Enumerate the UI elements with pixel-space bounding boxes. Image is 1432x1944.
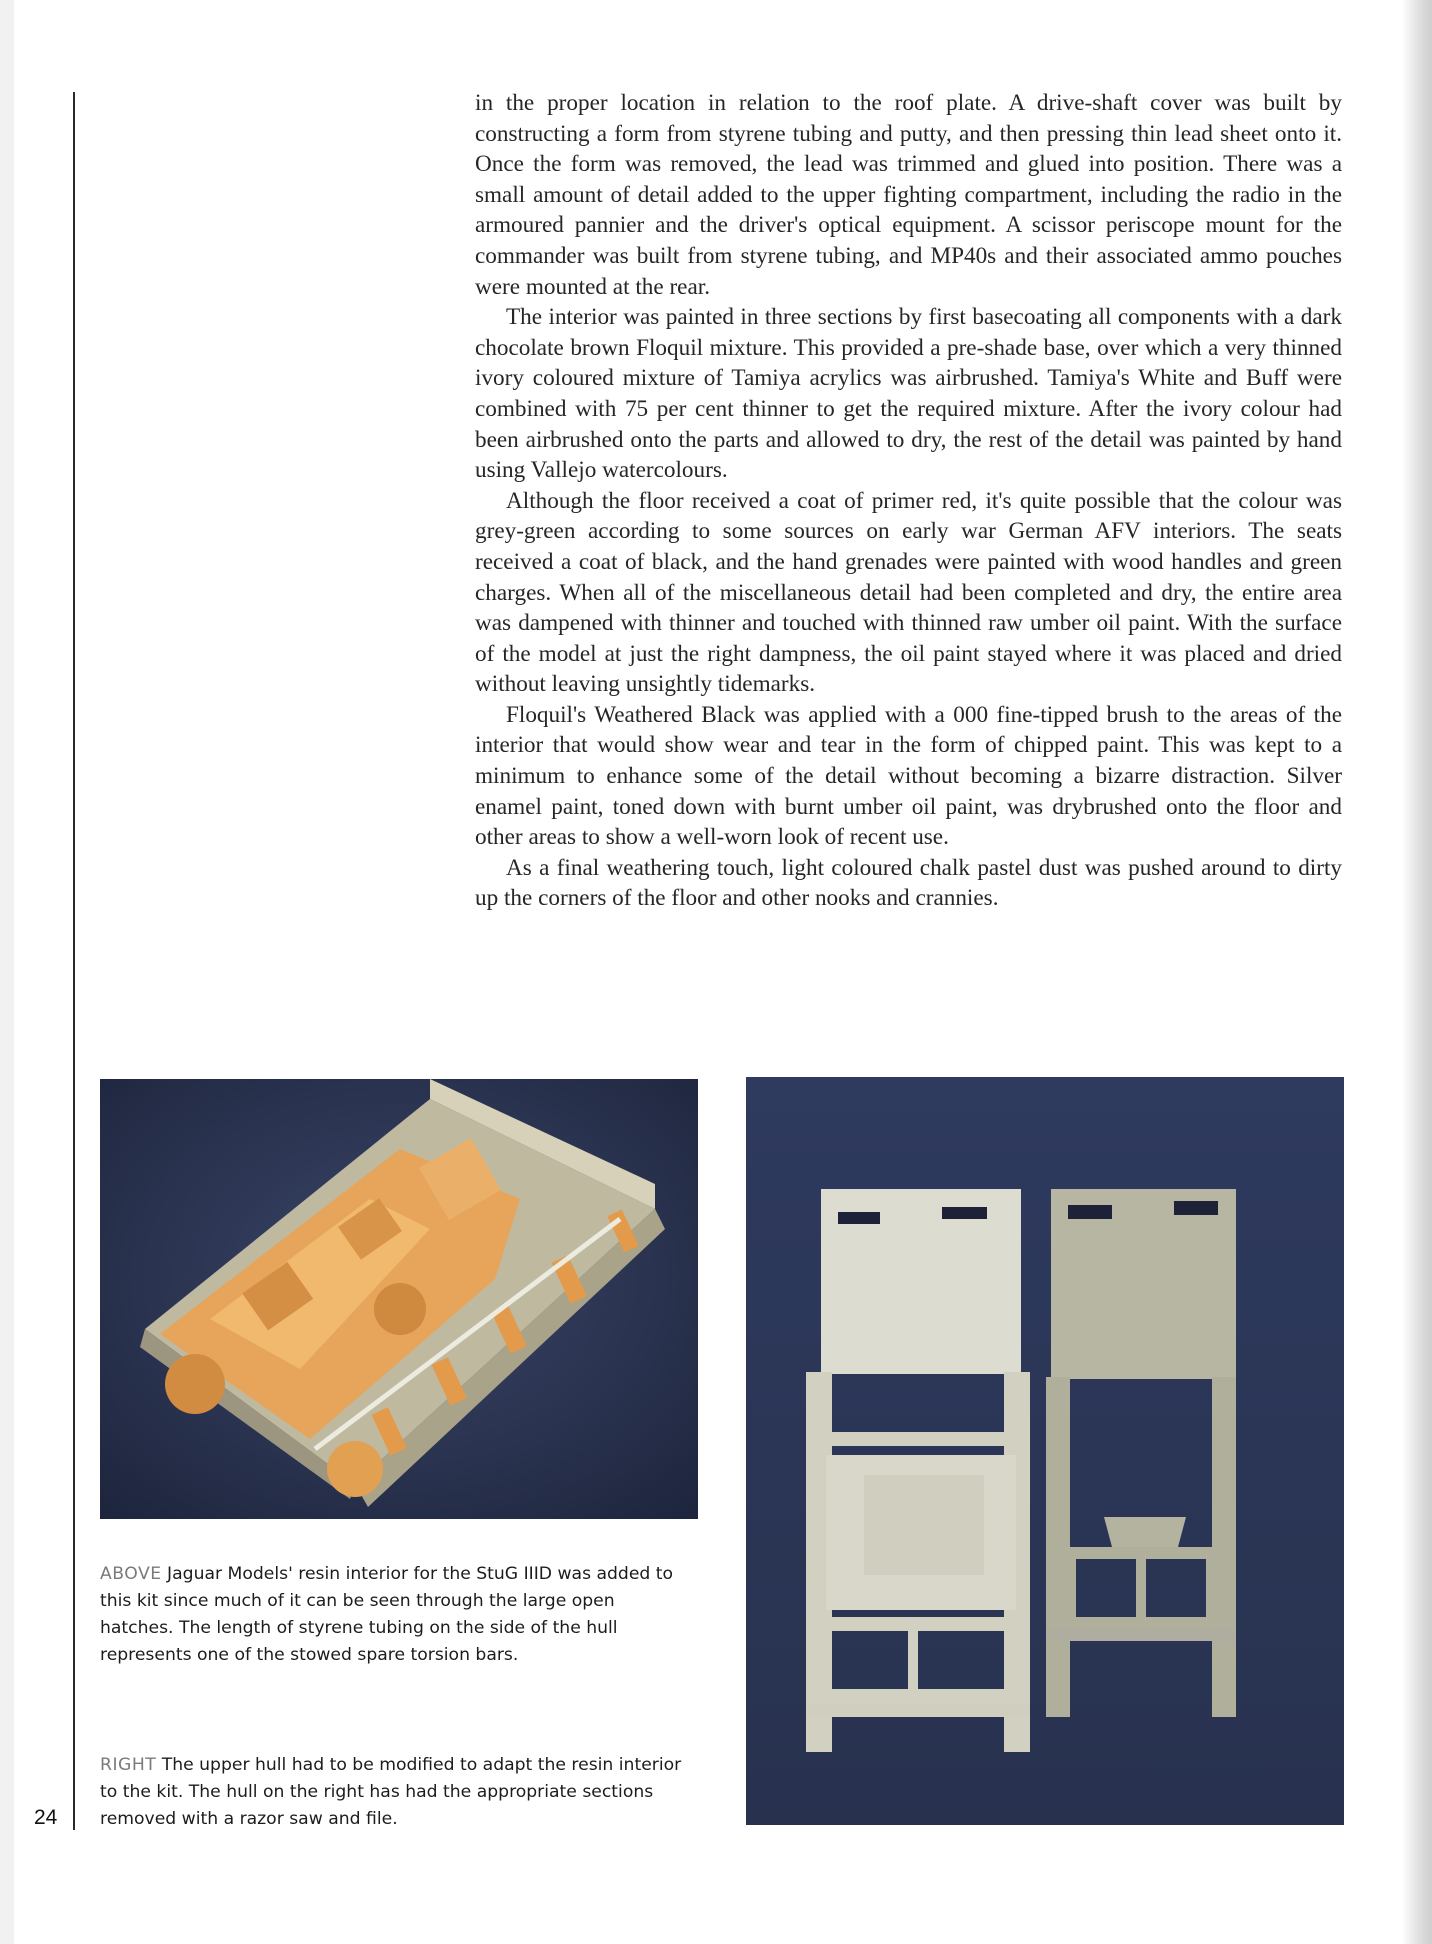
caption-text-right: The upper hull had to be modified to adapt the resin interior to the kit. The hull on the right has had the appropriate sections removed with a razor saw and file. [100,1755,682,1829]
body-paragraph: Floquil's Weathered Black was applied with a 000 fine-tipped brush to the areas of the interior that would show wear and tear in the form of chipped paint. This was kept to a minimum to enhance some of the detail without becoming a bizarre distraction. Silver enamel paint, toned down with burnt umber oil paint, was drybrushed onto the floor and other areas to show a well-worn look of recent use. [475,701,1342,851]
caption-right [100,1752,690,1833]
photo-resin-interior [100,1079,698,1519]
article-body [475,88,1342,914]
body-paragraph: in the proper location in relation to the roof plate. A drive-shaft cover was built by constructing a form from styrene tubing and putty, and then pressing thin lead sheet onto it. Once the form was removed, the lead was trimmed and glued into position. There was a small amount of detail added to the upper fighting compartment, including the radio in the armoured pannier and the driver's optical equipment. A scissor periscope mount for the commander was built from styrene tubing, and MP40s and their associated ammo pouches were mounted at the rear. [475,90,1342,300]
body-paragraph: As a final weathering touch, light coloured chalk pastel dust was pushed around to dirty up the corners of the floor and other nooks and crannies. [475,854,1342,912]
margin-rule [73,92,75,1830]
caption-text-above: Jaguar Models' resin interior for the StuG IIID was added to this kit since much of it can be seen through the large open hatches. The length of styrene tubing on the side of the hull represents one of the stowed spare torsion bars. [100,1564,674,1665]
body-paragraph: Although the floor received a coat of primer red, it's quite possible that the colour was grey-green according to some sources on early war German AFV interiors. The seats received a coat of black, and the hand grenades were painted with wood handles and green charges. When all of the miscellaneous detail had been completed and dry, the entire area was dampened with thinner and touched with thinned raw umber oil paint. With the surface of the model at just the right dampness, the oil paint stayed where it was placed and dried without leaving unsightly tidemarks. [475,487,1342,698]
resin-interior-illustration [100,1079,698,1519]
caption-lead-above: ABOVE [100,1564,162,1584]
caption-above [100,1561,690,1669]
page-left-edge [0,0,14,1944]
page-binding-shadow [1402,0,1432,1944]
body-paragraph: The interior was painted in three sections by first basecoating all components with a dark chocolate brown Floquil mixture. This provided a pre-shade base, over which a very thinned ivory coloured mixture of Tamiya acrylics was airbrushed. Tamiya's White and Buff were combined with 75 per cent thinner to get the required mixture. After the ivory colour had been airbrushed onto the parts and allowed to dry, the rest of the detail was painted by hand using Vallejo watercolours. [475,304,1342,484]
page-number: 24 [34,1806,58,1829]
caption-lead-right: RIGHT [100,1755,157,1775]
upper-hull-illustration [746,1077,1344,1825]
photo-upper-hull [746,1077,1344,1825]
